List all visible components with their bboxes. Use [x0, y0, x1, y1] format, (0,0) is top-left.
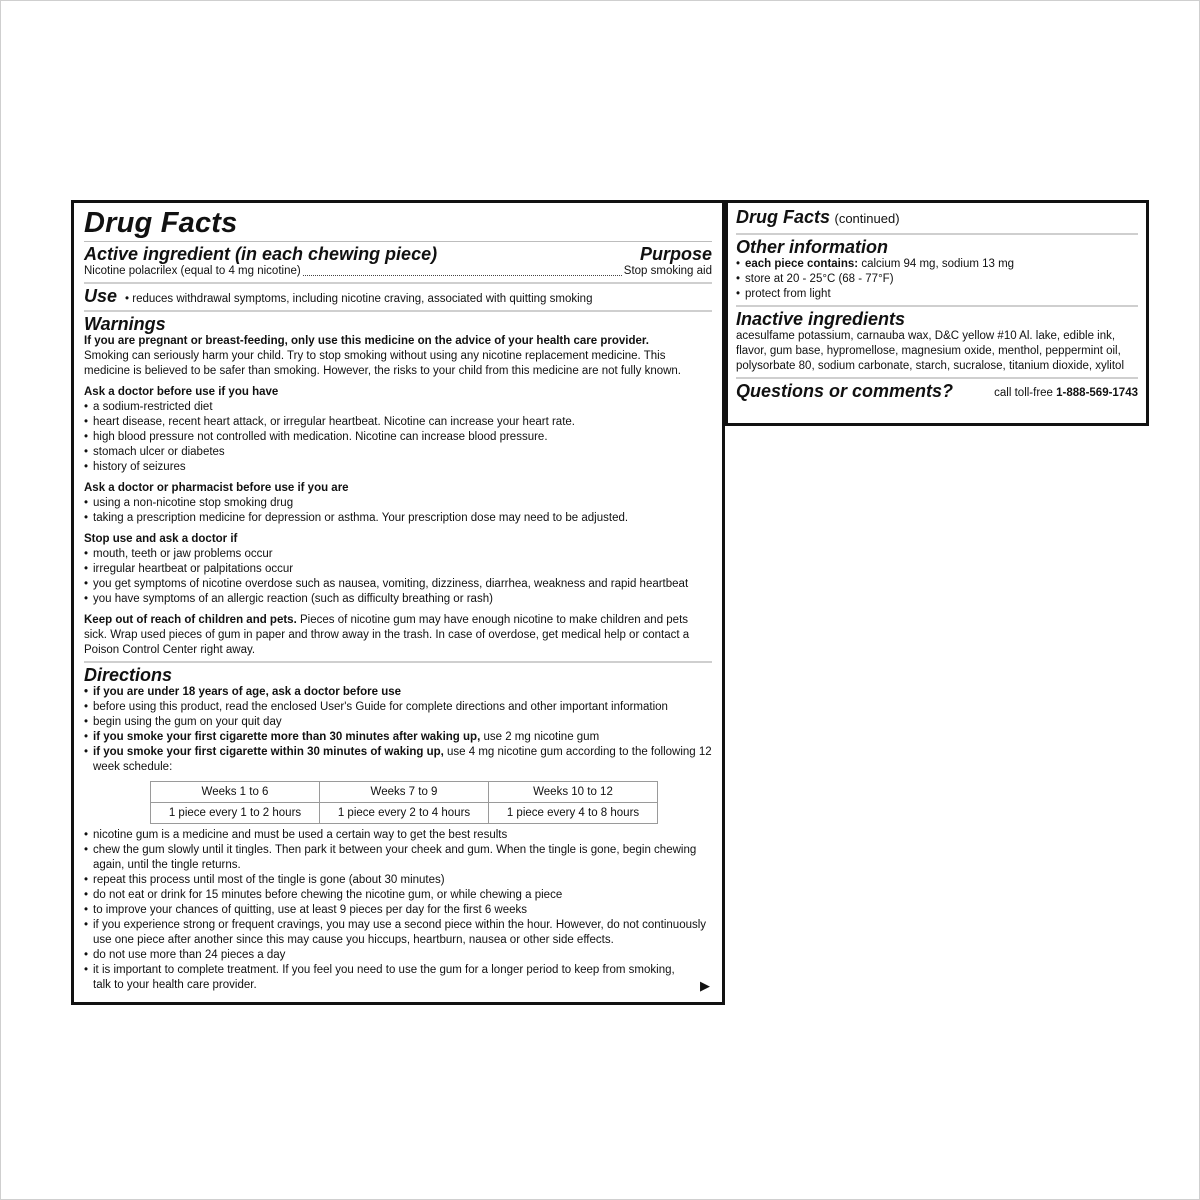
- ingredient-purpose: Stop smoking aid: [623, 265, 712, 277]
- divider: [84, 661, 712, 663]
- contains-bold: each piece contains:: [745, 258, 859, 270]
- list-item: • irregular heartbeat or palpitations occur: [84, 562, 712, 577]
- call-text: call toll-free: [994, 387, 1057, 399]
- directions-list-top: [84, 685, 712, 775]
- list-item: [84, 730, 712, 745]
- list-item: • protect from light: [736, 287, 1138, 302]
- list-item: • do not eat or drink for 15 minutes before chewing the nicotine gum, or while chewing a piece: [84, 888, 712, 903]
- list-item: • nicotine gum is a medicine and must be used a certain way to get the best results: [84, 828, 712, 843]
- leader-dots: [303, 275, 622, 276]
- divider: [736, 233, 1138, 235]
- list-item: • you have symptoms of an allergic reaction (such as difficulty breathing or rash): [84, 592, 712, 607]
- inactive-text: acesulfame potassium, carnauba wax, D&C yellow #10 Al. lake, edible ink, flavor, gum base, hypromellose, magnesium oxide, menthol, peppermint oil, polysorbate 80, sodium carbonate, starch, sucralose, titanium dioxide, xylitol: [736, 330, 1125, 372]
- other-info-list: [736, 257, 1138, 302]
- active-ingredient-header: [84, 244, 712, 264]
- drug-facts-panel: [71, 200, 725, 1005]
- directions-list-bottom: [84, 828, 712, 993]
- divider: [84, 241, 712, 242]
- inactive-heading: Inactive ingredients: [736, 309, 906, 329]
- list-item: • to improve your chances of quitting, use at least 9 pieces per day for the first 6 weeks: [84, 903, 712, 918]
- dir-within30-bold: if you smoke your first cigarette within 30 minutes of waking up,: [93, 746, 444, 758]
- use-text: • reduces withdrawal symptoms, including nicotine craving, associated with quitting smoking: [125, 293, 593, 305]
- list-item: [84, 745, 712, 775]
- contains-text: calcium 94 mg, sodium 13 mg: [858, 258, 1015, 270]
- list-item: • history of seizures: [84, 460, 712, 475]
- pregnancy-warning: If you are pregnant or breast-feeding, only use this medicine on the advice of your health care provider.: [84, 335, 649, 347]
- drug-facts-title: Drug Facts: [84, 207, 238, 239]
- table-cell: 1 piece every 4 to 8 hours: [489, 803, 658, 824]
- continued-title-main: Drug Facts: [736, 207, 831, 227]
- other-info-heading: Other information: [736, 237, 888, 257]
- dir-after30-text: use 2 mg nicotine gum: [480, 731, 600, 743]
- active-ingredient-heading: Active ingredient (in each chewing piece): [84, 244, 438, 264]
- purpose-heading: Purpose: [639, 244, 712, 264]
- list-item: • store at 20 - 25°C (68 - 77°F): [736, 272, 1138, 287]
- table-cell: 1 piece every 2 to 4 hours: [320, 803, 489, 824]
- stop-use-list: [84, 547, 712, 607]
- list-item: • you get symptoms of nicotine overdose such as nausea, vomiting, dizziness, diarrhea, weakness and rapid heartbeat: [84, 577, 712, 592]
- divider: [736, 377, 1138, 379]
- keep-out-paragraph: [84, 613, 712, 658]
- use-heading: Use: [84, 286, 118, 306]
- dir-within30-text: use 4 mg nicotine gum according to the following 12 week schedule:: [93, 746, 712, 773]
- list-item: • do not use more than 24 pieces a day: [84, 948, 712, 963]
- list-item: • if you are under 18 years of age, ask a doctor before use: [84, 685, 712, 700]
- list-item: • heart disease, recent heart attack, or irregular heartbeat. Nicotine can increase your heart rate.: [84, 415, 712, 430]
- list-item: • a sodium-restricted diet: [84, 400, 712, 415]
- keep-out-text: Pieces of nicotine gum may have enough nicotine to make children and pets sick. Wrap used pieces of gum in paper and throw away in the trash. In case of overdose, get medical help or contact a Poison Control Center right away.: [84, 614, 690, 656]
- use-section: [84, 286, 712, 307]
- ask-pharmacist-heading: Ask a doctor or pharmacist before use if you are: [84, 482, 349, 494]
- divider: [736, 305, 1138, 307]
- list-item: • before using this product, read the enclosed User's Guide for complete directions and other important information: [84, 700, 712, 715]
- list-item: • mouth, teeth or jaw problems occur: [84, 547, 712, 562]
- list-item: • chew the gum slowly until it tingles. Then park it between your cheek and gum. When the tingle is gone, begin chewing again, until the tingle returns.: [84, 843, 712, 873]
- list-item: • stomach ulcer or diabetes: [84, 445, 712, 460]
- table-row: [151, 782, 658, 803]
- pregnancy-text: Smoking can seriously harm your child. Try to stop smoking without using any nicotine replacement medicine. This medicine is believed to be safer than smoking. However, the risks to your child from this medicine are not fully known.: [84, 350, 682, 377]
- divider: [84, 282, 712, 284]
- list-item: [736, 257, 1138, 272]
- table-cell: 1 piece every 1 to 2 hours: [151, 803, 320, 824]
- questions-row: [736, 381, 1138, 401]
- phone-number: 1-888-569-1743: [1056, 387, 1138, 399]
- continue-arrow-icon: ▶: [700, 978, 710, 993]
- ask-doctor-heading: Ask a doctor before use if you have: [84, 386, 279, 398]
- list-item: • using a non-nicotine stop smoking drug: [84, 496, 712, 511]
- list-item: • it is important to complete treatment. If you feel you need to use the gum for a longer period to keep from smoking, talk to your health care provider.: [84, 963, 712, 993]
- list-item: • taking a prescription medicine for depression or asthma. Your prescription dose may need to be adjusted.: [84, 511, 712, 526]
- table-row: [151, 803, 658, 824]
- list-item: • repeat this process until most of the tingle is gone (about 30 minutes): [84, 873, 712, 888]
- dosing-schedule-table: [150, 781, 658, 824]
- ask-doctor-list: [84, 400, 712, 475]
- table-cell: Weeks 10 to 12: [489, 782, 658, 803]
- questions-heading: Questions or comments?: [736, 381, 954, 401]
- ingredient-name: Nicotine polacrilex (equal to 4 mg nicotine): [84, 265, 301, 277]
- warnings-heading: Warnings: [84, 314, 166, 334]
- list-item: • begin using the gum on your quit day: [84, 715, 712, 730]
- continued-title-suffix: (continued): [834, 211, 900, 226]
- list-item: • high blood pressure not controlled with medication. Nicotine can increase blood pressure.: [84, 430, 712, 445]
- stop-use-heading: Stop use and ask a doctor if: [84, 533, 238, 545]
- table-cell: Weeks 7 to 9: [320, 782, 489, 803]
- drug-facts-continued-panel: [725, 200, 1149, 426]
- keep-out-bold: Keep out of reach of children and pets.: [84, 614, 297, 626]
- contact-line: [994, 386, 1138, 401]
- list-item: • if you experience strong or frequent cravings, you may use a second piece within the hour. However, do not continuously use one piece after another since this may cause you hiccups, heartburn, nausea or other side effects.: [84, 918, 712, 948]
- table-cell: Weeks 1 to 6: [151, 782, 320, 803]
- divider: [84, 310, 712, 312]
- ask-pharmacist-list: [84, 496, 712, 526]
- directions-heading: Directions: [84, 665, 173, 685]
- continued-title: [736, 207, 1138, 230]
- ingredient-row: [84, 264, 712, 279]
- dir-after30-bold: if you smoke your first cigarette more than 30 minutes after waking up,: [93, 731, 481, 743]
